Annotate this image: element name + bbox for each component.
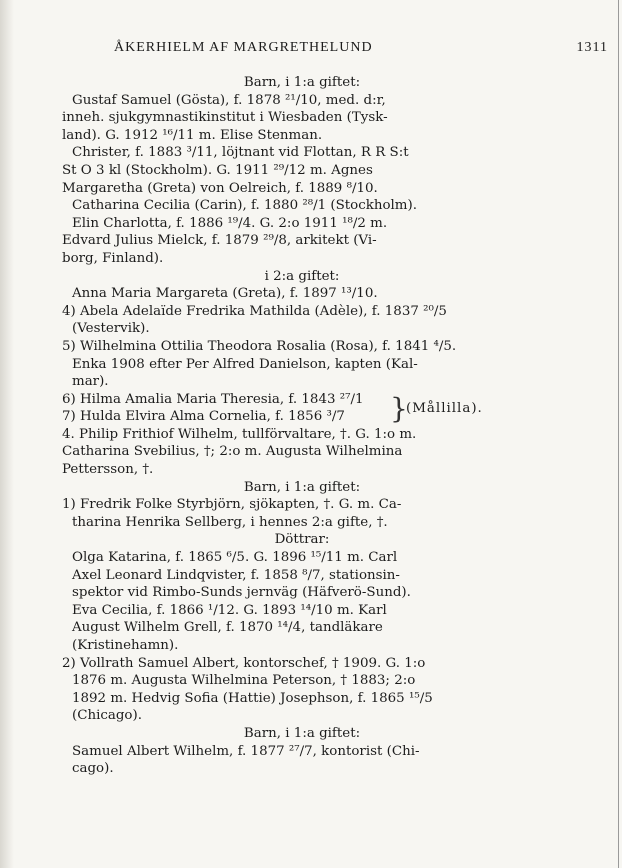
text-line: Eva Cecilia, f. 1866 ¹/12. G. 1893 ¹⁴/10 m. Karl xyxy=(72,602,387,618)
text-line: Catharina Svebilius, †; 2:o m. Augusta Wilhelmina xyxy=(62,444,403,460)
page-binding-shadow xyxy=(0,0,14,868)
text-line: Catharina Cecilia (Carin), f. 1880 ²⁸/1 (Stockholm). xyxy=(72,198,417,214)
text-line: tharina Henrika Sellberg, i hennes 2:a gifte, †. xyxy=(72,514,388,530)
text-line: 1876 m. Augusta Wilhelmina Peterson, † 1883; 2:o xyxy=(72,673,416,689)
curly-brace-icon: } xyxy=(390,391,408,425)
text-line: Samuel Albert Wilhelm, f. 1877 ²⁷/7, kontorist (Chi- xyxy=(72,743,420,759)
text-line: Christer, f. 1883 ³/11, löjtnant vid Flottan, R R S:t xyxy=(72,145,409,161)
text-line: 4) Abela Adelaïde Fredrika Mathilda (Adèle), f. 1837 ²⁰/5 xyxy=(62,303,447,319)
text-line: Barn, i 1:a giftet: xyxy=(243,479,361,495)
text-line: Döttrar: xyxy=(274,532,330,548)
text-line: 1892 m. Hedvig Sofia (Hattie) Josephson, f. 1865 ¹⁵/5 xyxy=(72,690,433,706)
text-line: Gustaf Samuel (Gösta), f. 1878 ²¹/10, med. d:r, xyxy=(72,92,386,108)
text-line: Barn, i 1:a giftet: xyxy=(243,75,361,90)
page-edge-rule xyxy=(618,0,619,868)
text-line: (Chicago). xyxy=(72,708,142,724)
text-line: cago). xyxy=(72,761,114,777)
text-line: mar). xyxy=(72,374,109,390)
page-number: 1311 xyxy=(576,40,608,55)
text-line: Olga Katarina, f. 1865 ⁶/5. G. 1896 ¹⁵/11 m. Carl xyxy=(72,550,398,566)
text-line: Pettersson, †. xyxy=(62,462,154,478)
text-line: (Kristinehamn). xyxy=(72,638,179,653)
text-line: 7) Hulda Elvira Alma Cornelia, f. 1856 ³/7 xyxy=(62,409,345,425)
text-line: Axel Leonard Lindqvister, f. 1858 ⁸/7, stationsin- xyxy=(72,567,400,583)
document-page xyxy=(62,40,608,778)
text-body xyxy=(62,74,602,778)
text-line: August Wilhelm Grell, f. 1870 ¹⁴/4, tandläkare xyxy=(72,620,383,636)
text-line: 1) Fredrik Folke Styrbjörn, sjökapten, †. G. m. Ca- xyxy=(62,497,402,513)
bracket-label: (Mållilla). xyxy=(406,400,483,416)
text-line: St O 3 kl (Stockholm). G. 1911 ²⁹/12 m. Agnes xyxy=(62,162,373,178)
text-line: spektor vid Rimbo-Sunds jernväg (Häfverö-Sund). xyxy=(72,585,411,601)
running-header xyxy=(62,40,608,62)
text-line: Margaretha (Greta) von Oelreich, f. 1889 ⁸/10. xyxy=(62,180,378,196)
running-title: ÅKERHIELM AF MARGRETHELUND xyxy=(114,40,373,55)
text-line: borg, Finland). xyxy=(62,250,164,266)
text-line: Barn, i 1:a giftet: xyxy=(243,725,361,741)
text-line: Anna Maria Margareta (Greta), f. 1897 ¹³/10. xyxy=(72,286,378,302)
text-line: Enka 1908 efter Per Alfred Danielson, kapten (Kal- xyxy=(72,356,418,372)
text-line: 6) Hilma Amalia Maria Theresia, f. 1843 ²⁷/1 } (Mållilla). xyxy=(62,391,483,425)
text-line: inneh. sjukgymnastikinstitut i Wiesbaden (Tysk- xyxy=(62,110,388,126)
text-line: Edvard Julius Mielck, f. 1879 ²⁹/8, arkitekt (Vi- xyxy=(62,233,377,249)
text-line: (Vestervik). xyxy=(72,321,150,337)
text-line: 4. Philip Frithiof Wilhelm, tullförvaltare, †. G. 1:o m. xyxy=(62,426,417,442)
text-line: 2) Vollrath Samuel Albert, kontorschef, † 1909. G. 1:o xyxy=(62,655,426,671)
text-line: 5) Wilhelmina Ottilia Theodora Rosalia (Rosa), f. 1841 ⁴/5. xyxy=(62,338,457,354)
text-line: Elin Charlotta, f. 1886 ¹⁹/4. G. 2:o 1911 ¹⁸/2 m. xyxy=(72,215,388,231)
text-line: i 2:a giftet: xyxy=(264,268,340,284)
text-line: land). G. 1912 ¹⁶/11 m. Elise Stenman. xyxy=(62,127,323,143)
